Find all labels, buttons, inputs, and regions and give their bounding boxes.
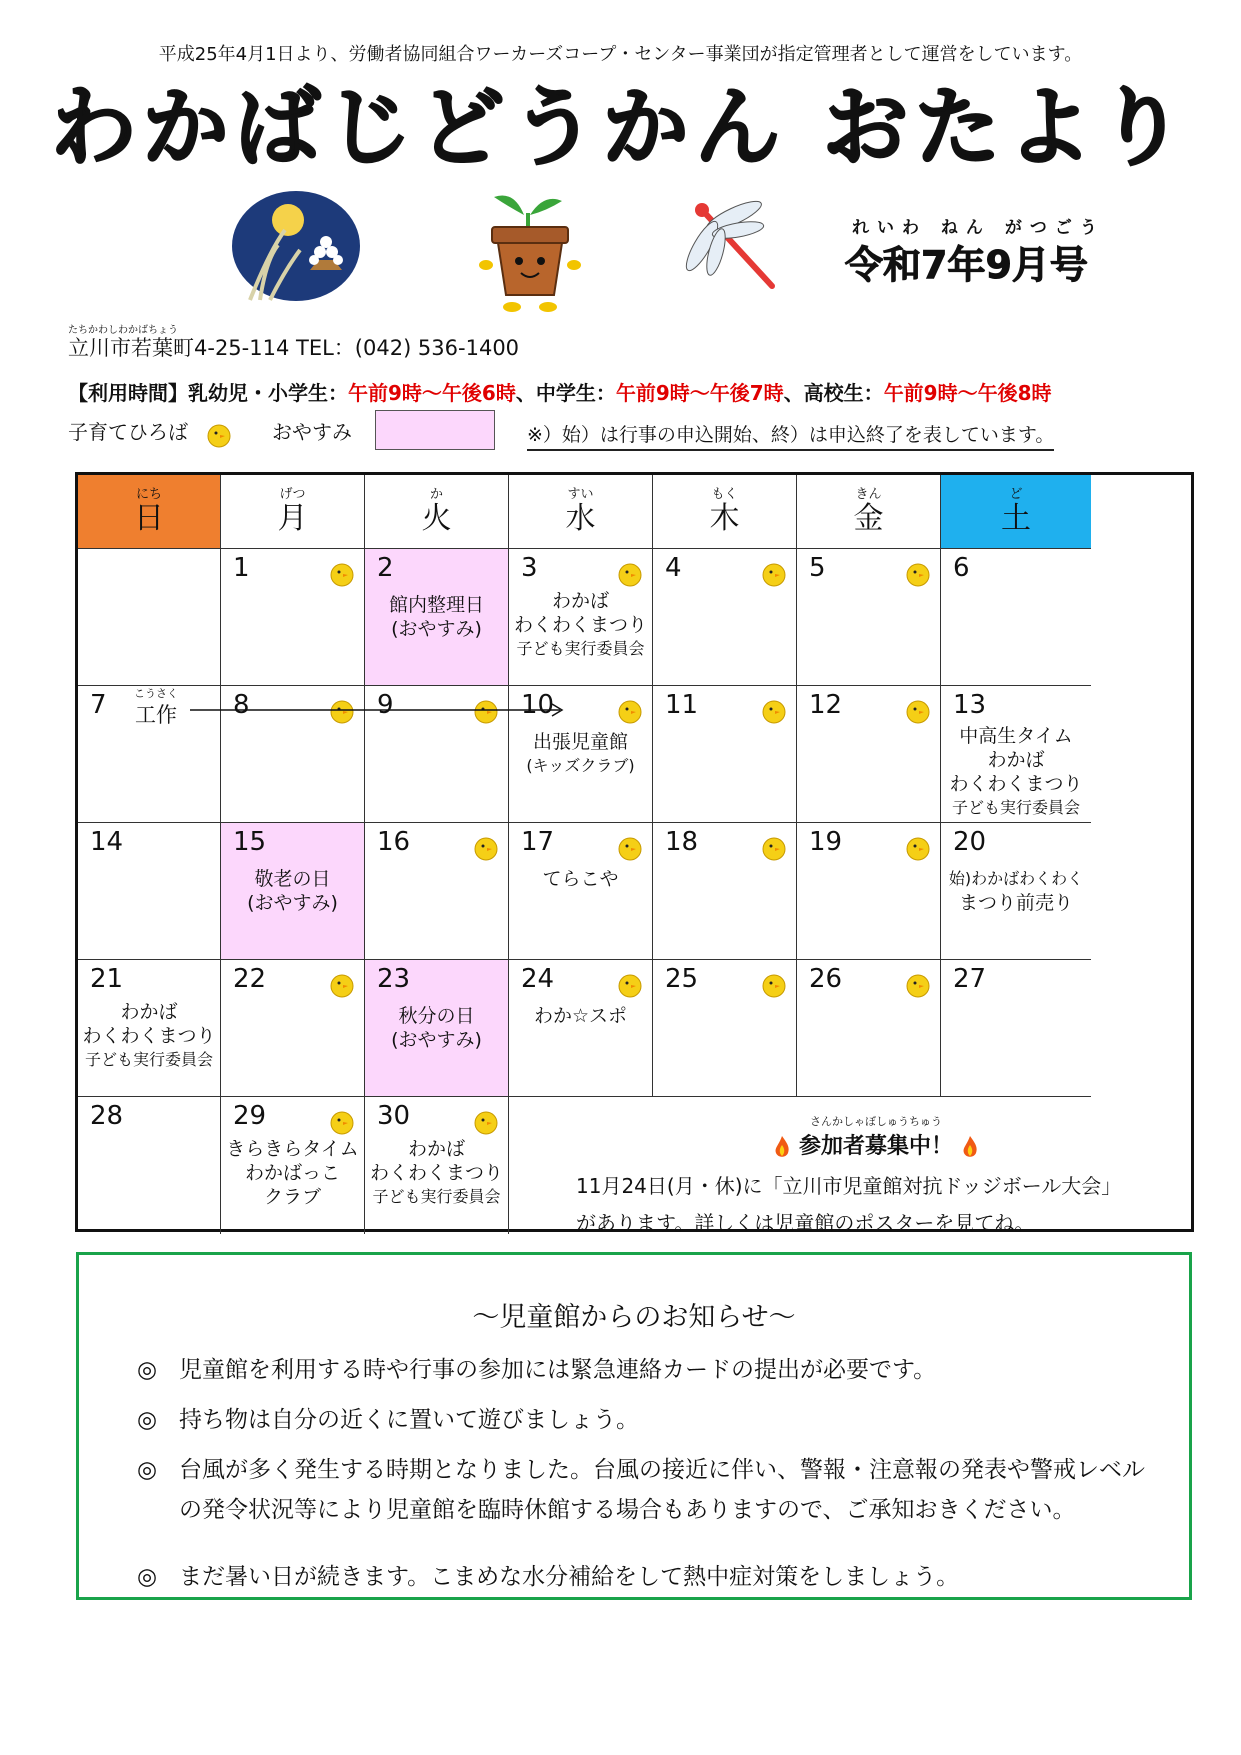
day-events bbox=[509, 867, 652, 891]
calendar-week bbox=[78, 549, 1191, 686]
weekday-label: 水 bbox=[565, 501, 596, 536]
calendar-day bbox=[509, 823, 653, 960]
calendar-day bbox=[797, 686, 941, 823]
notice-bullet: ◎ bbox=[137, 1457, 158, 1483]
chick-icon bbox=[206, 420, 232, 448]
event-line: 始)わかばわくわく bbox=[948, 869, 1084, 888]
day-number: 1 bbox=[233, 553, 250, 583]
notice-text: 児童館を利用する時や行事の参加には緊急連絡カードの提出が必要です。 bbox=[179, 1357, 937, 1383]
day-number: 14 bbox=[90, 827, 124, 857]
event-line: わかばっこ bbox=[244, 1162, 340, 1184]
hours-infant-time: 午前9時～午後6時 bbox=[348, 381, 516, 405]
day-events bbox=[365, 1004, 508, 1052]
dodgeball-headline: 参加者募集中！ bbox=[798, 1134, 953, 1159]
event-line: 館内整理日 bbox=[388, 594, 484, 616]
notice-text: まだ暑い日が続きます。こまめな水分補給をして熱中症対策をしましょう。 bbox=[179, 1564, 960, 1590]
event-line: 子ども実行委員会 bbox=[84, 1050, 213, 1069]
issue-ruby: れいわ ねん がつごう bbox=[852, 218, 1105, 238]
day-number: 4 bbox=[665, 553, 682, 583]
event-line: 子ども実行委員会 bbox=[372, 1187, 501, 1206]
moon-viewing-illustration bbox=[230, 190, 360, 302]
day-number: 13 bbox=[953, 690, 987, 720]
day-number: 25 bbox=[665, 964, 699, 994]
weekday-label: 金 bbox=[853, 501, 884, 536]
page-title: わかばじどうかん おたより bbox=[50, 78, 1191, 178]
chick-icon bbox=[474, 833, 498, 861]
weekday-ruby: げつ bbox=[279, 487, 306, 502]
legend-note: ※）始）は行事の申込開始、終）は申込終了を表しています。 bbox=[527, 420, 1054, 451]
calendar-day bbox=[221, 549, 365, 686]
event-line: 出張児童館 bbox=[532, 731, 628, 753]
issue-number: 令和7年9月号 bbox=[845, 243, 1088, 287]
day-number: 30 bbox=[377, 1101, 411, 1131]
calendar-day bbox=[653, 960, 797, 1097]
event-line: 中高生タイム bbox=[959, 725, 1073, 747]
event-line: わくわくまつり bbox=[82, 1025, 216, 1047]
event-line: きらきらタイム bbox=[226, 1138, 359, 1160]
hours-senior-time: 午前9時～午後8時 bbox=[883, 381, 1052, 405]
chick-icon bbox=[330, 559, 354, 587]
calendar-day bbox=[797, 960, 941, 1097]
dodgeball-line2: があります。詳しくは児童館のポスターを見てね。 bbox=[576, 1211, 1035, 1235]
event-line: わくわくまつり bbox=[513, 614, 647, 636]
calendar-day bbox=[509, 960, 653, 1097]
event-line: わかば bbox=[120, 1001, 178, 1023]
weekday-ruby: きん bbox=[855, 487, 882, 502]
calendar-day bbox=[653, 686, 797, 823]
hours-infant: 乳幼児・小学生： bbox=[188, 381, 348, 405]
notice-item bbox=[137, 1557, 1149, 1597]
weekday-label: 土 bbox=[1001, 501, 1031, 536]
calendar-day bbox=[509, 549, 653, 686]
day-events bbox=[365, 1137, 508, 1209]
weekday-ruby: か bbox=[429, 487, 443, 502]
day-number: 18 bbox=[665, 827, 699, 857]
day-number: 8 bbox=[233, 690, 250, 720]
fire-icon bbox=[773, 1135, 791, 1159]
chick-icon bbox=[474, 1107, 498, 1135]
legend-closed-swatch bbox=[375, 410, 495, 450]
day-number: 22 bbox=[233, 964, 267, 994]
event-line: わかば bbox=[987, 749, 1045, 771]
chick-icon bbox=[906, 833, 930, 861]
day-number: 9 bbox=[377, 690, 394, 720]
calendar-day bbox=[941, 549, 1091, 686]
notice-bullet: ◎ bbox=[137, 1357, 158, 1383]
calendar-day bbox=[365, 823, 509, 960]
day-events bbox=[365, 593, 508, 641]
kousaku-ruby: こうさく bbox=[134, 687, 178, 700]
dragonfly-icon bbox=[682, 200, 780, 290]
day-events bbox=[78, 1000, 220, 1072]
chick-icon bbox=[762, 696, 786, 724]
chick-icon bbox=[330, 970, 354, 998]
calendar-day bbox=[78, 960, 221, 1097]
top-note: 平成25年4月1日より、労働者協同組合ワーカーズコープ・センター事業団が指定管理者として運営をしています。 bbox=[158, 44, 1083, 65]
legend-hiroba-label: 子育てひろば bbox=[68, 420, 188, 444]
day-number: 26 bbox=[809, 964, 843, 994]
event-line: (おやすみ) bbox=[391, 1029, 482, 1051]
weekday-header-row bbox=[78, 475, 1191, 549]
day-number: 21 bbox=[90, 964, 124, 994]
day-number: 2 bbox=[377, 553, 394, 583]
calendar bbox=[75, 472, 1194, 1235]
day-events bbox=[941, 724, 1091, 820]
weekday-header bbox=[78, 475, 221, 549]
day-number: 24 bbox=[521, 964, 555, 994]
event-line: 子ども実行委員会 bbox=[516, 639, 645, 658]
day-number: 5 bbox=[809, 553, 826, 583]
event-line: 秋分の日 bbox=[398, 1005, 475, 1027]
day-number: 20 bbox=[953, 827, 987, 857]
event-line: 敬老の日 bbox=[254, 868, 331, 890]
notice-item bbox=[137, 1400, 1149, 1440]
day-events bbox=[941, 867, 1091, 915]
day-number: 16 bbox=[377, 827, 411, 857]
calendar-week bbox=[78, 960, 1191, 1097]
event-line: わか☆スポ bbox=[533, 1005, 628, 1027]
calendar-day bbox=[653, 823, 797, 960]
weekday-header bbox=[221, 475, 365, 549]
calendar-day bbox=[221, 960, 365, 1097]
weekday-header bbox=[797, 475, 941, 549]
notice-text: 持ち物は自分の近くに置いて遊びましょう。 bbox=[179, 1407, 639, 1433]
day-events bbox=[509, 589, 652, 661]
weekday-ruby: すい bbox=[567, 487, 594, 502]
event-line: クラブ bbox=[263, 1186, 321, 1208]
flowerpot-mascot-icon bbox=[474, 185, 584, 313]
chick-icon bbox=[618, 970, 642, 998]
day-events bbox=[221, 867, 364, 915]
calendar-day bbox=[78, 1097, 221, 1234]
day-number: 17 bbox=[521, 827, 555, 857]
kousaku-label: 工作 bbox=[135, 703, 177, 727]
calendar-day bbox=[941, 686, 1091, 823]
calendar-week bbox=[78, 823, 1191, 960]
weekday-header bbox=[365, 475, 509, 549]
chick-icon bbox=[906, 559, 930, 587]
opening-hours bbox=[68, 377, 1052, 406]
event-line: (キッズクラブ) bbox=[526, 756, 635, 775]
hours-label: 【利用時間】 bbox=[68, 381, 188, 405]
weekday-ruby: もく bbox=[711, 487, 738, 502]
event-line: (おやすみ) bbox=[247, 892, 338, 914]
calendar-day bbox=[941, 823, 1091, 960]
calendar-day bbox=[653, 549, 797, 686]
event-line: わくわくまつり bbox=[949, 773, 1083, 795]
day-events bbox=[509, 730, 652, 778]
notice-text: 台風が多く発生する時期となりました。台風の接近に伴い、警報・注意報の発表や警戒レベルの発令状況等により児童館を臨時休館する場合もありますので、ご承知おきください。 bbox=[179, 1457, 1145, 1523]
hours-junior: 、中学生： bbox=[515, 381, 616, 405]
day-number: 7 bbox=[90, 690, 107, 720]
event-line: てらこや bbox=[542, 868, 619, 890]
address: 立川市若葉町4-25-114 TEL：(042) 536-1400 bbox=[68, 336, 520, 360]
chick-icon bbox=[618, 833, 642, 861]
event-line: まつり前売り bbox=[958, 892, 1073, 914]
calendar-day bbox=[941, 960, 1091, 1097]
chick-icon bbox=[906, 970, 930, 998]
weekday-label: 火 bbox=[421, 501, 452, 536]
day-events bbox=[509, 1004, 652, 1028]
address-ruby: たちかわしわかばちょう bbox=[68, 325, 178, 336]
day-number: 3 bbox=[521, 553, 538, 583]
event-line: わかば bbox=[551, 590, 609, 612]
weekday-header bbox=[653, 475, 797, 549]
chick-icon bbox=[762, 970, 786, 998]
calendar-day bbox=[797, 549, 941, 686]
dodgeball-ruby: さんかしゃぼしゅうちゅう bbox=[810, 1115, 942, 1128]
notice-item bbox=[137, 1450, 1149, 1530]
hours-junior-time: 午前9時～午後7時 bbox=[615, 381, 784, 405]
calendar-day bbox=[797, 823, 941, 960]
notice-bullet: ◎ bbox=[137, 1564, 158, 1590]
notice-item bbox=[137, 1350, 1149, 1390]
event-line: わくわくまつり bbox=[369, 1162, 503, 1184]
calendar-day bbox=[365, 1097, 509, 1234]
kousaku-arrow bbox=[190, 703, 570, 717]
weekday-header bbox=[509, 475, 653, 549]
dodgeball-notice bbox=[558, 1105, 1194, 1235]
notice-bullet: ◎ bbox=[137, 1407, 158, 1433]
weekday-ruby: にち bbox=[135, 487, 162, 502]
day-number: 29 bbox=[233, 1101, 267, 1131]
chick-icon bbox=[618, 696, 642, 724]
fire-icon bbox=[961, 1135, 979, 1159]
chick-icon bbox=[762, 559, 786, 587]
calendar-day bbox=[78, 823, 221, 960]
weekday-header bbox=[941, 475, 1091, 549]
calendar-day bbox=[221, 823, 365, 960]
legend-closed-label: おやすみ bbox=[272, 420, 352, 444]
day-number: 12 bbox=[809, 690, 843, 720]
calendar-day bbox=[78, 549, 221, 686]
day-number: 27 bbox=[953, 964, 987, 994]
chick-icon bbox=[618, 559, 642, 587]
weekday-ruby: ど bbox=[1009, 487, 1023, 502]
day-number: 15 bbox=[233, 827, 267, 857]
weekday-label: 月 bbox=[277, 501, 308, 536]
event-line: 子ども実行委員会 bbox=[951, 798, 1080, 817]
dodgeball-line1: 11月24日(月・休)に「立川市児童館対抗ドッジボール大会」 bbox=[576, 1174, 1122, 1198]
weekday-label: 日 bbox=[134, 501, 164, 536]
day-events bbox=[221, 1137, 364, 1209]
calendar-day bbox=[221, 1097, 365, 1234]
notice-box bbox=[76, 1252, 1192, 1600]
event-line: (おやすみ) bbox=[391, 618, 482, 640]
day-number: 19 bbox=[809, 827, 843, 857]
day-number: 28 bbox=[90, 1101, 124, 1131]
chick-icon bbox=[906, 696, 930, 724]
calendar-day bbox=[365, 960, 509, 1097]
legend-hiroba bbox=[68, 416, 232, 448]
hours-senior: 、高校生： bbox=[783, 381, 884, 405]
day-number: 23 bbox=[377, 964, 411, 994]
notice-title: ～児童館からのお知らせ～ bbox=[472, 1302, 796, 1333]
event-line: わかば bbox=[407, 1138, 465, 1160]
chick-icon bbox=[330, 1107, 354, 1135]
day-number: 6 bbox=[953, 553, 970, 583]
day-number: 10 bbox=[521, 690, 555, 720]
weekday-label: 木 bbox=[709, 501, 740, 536]
chick-icon bbox=[762, 833, 786, 861]
day-number: 11 bbox=[665, 690, 699, 720]
calendar-day bbox=[365, 549, 509, 686]
